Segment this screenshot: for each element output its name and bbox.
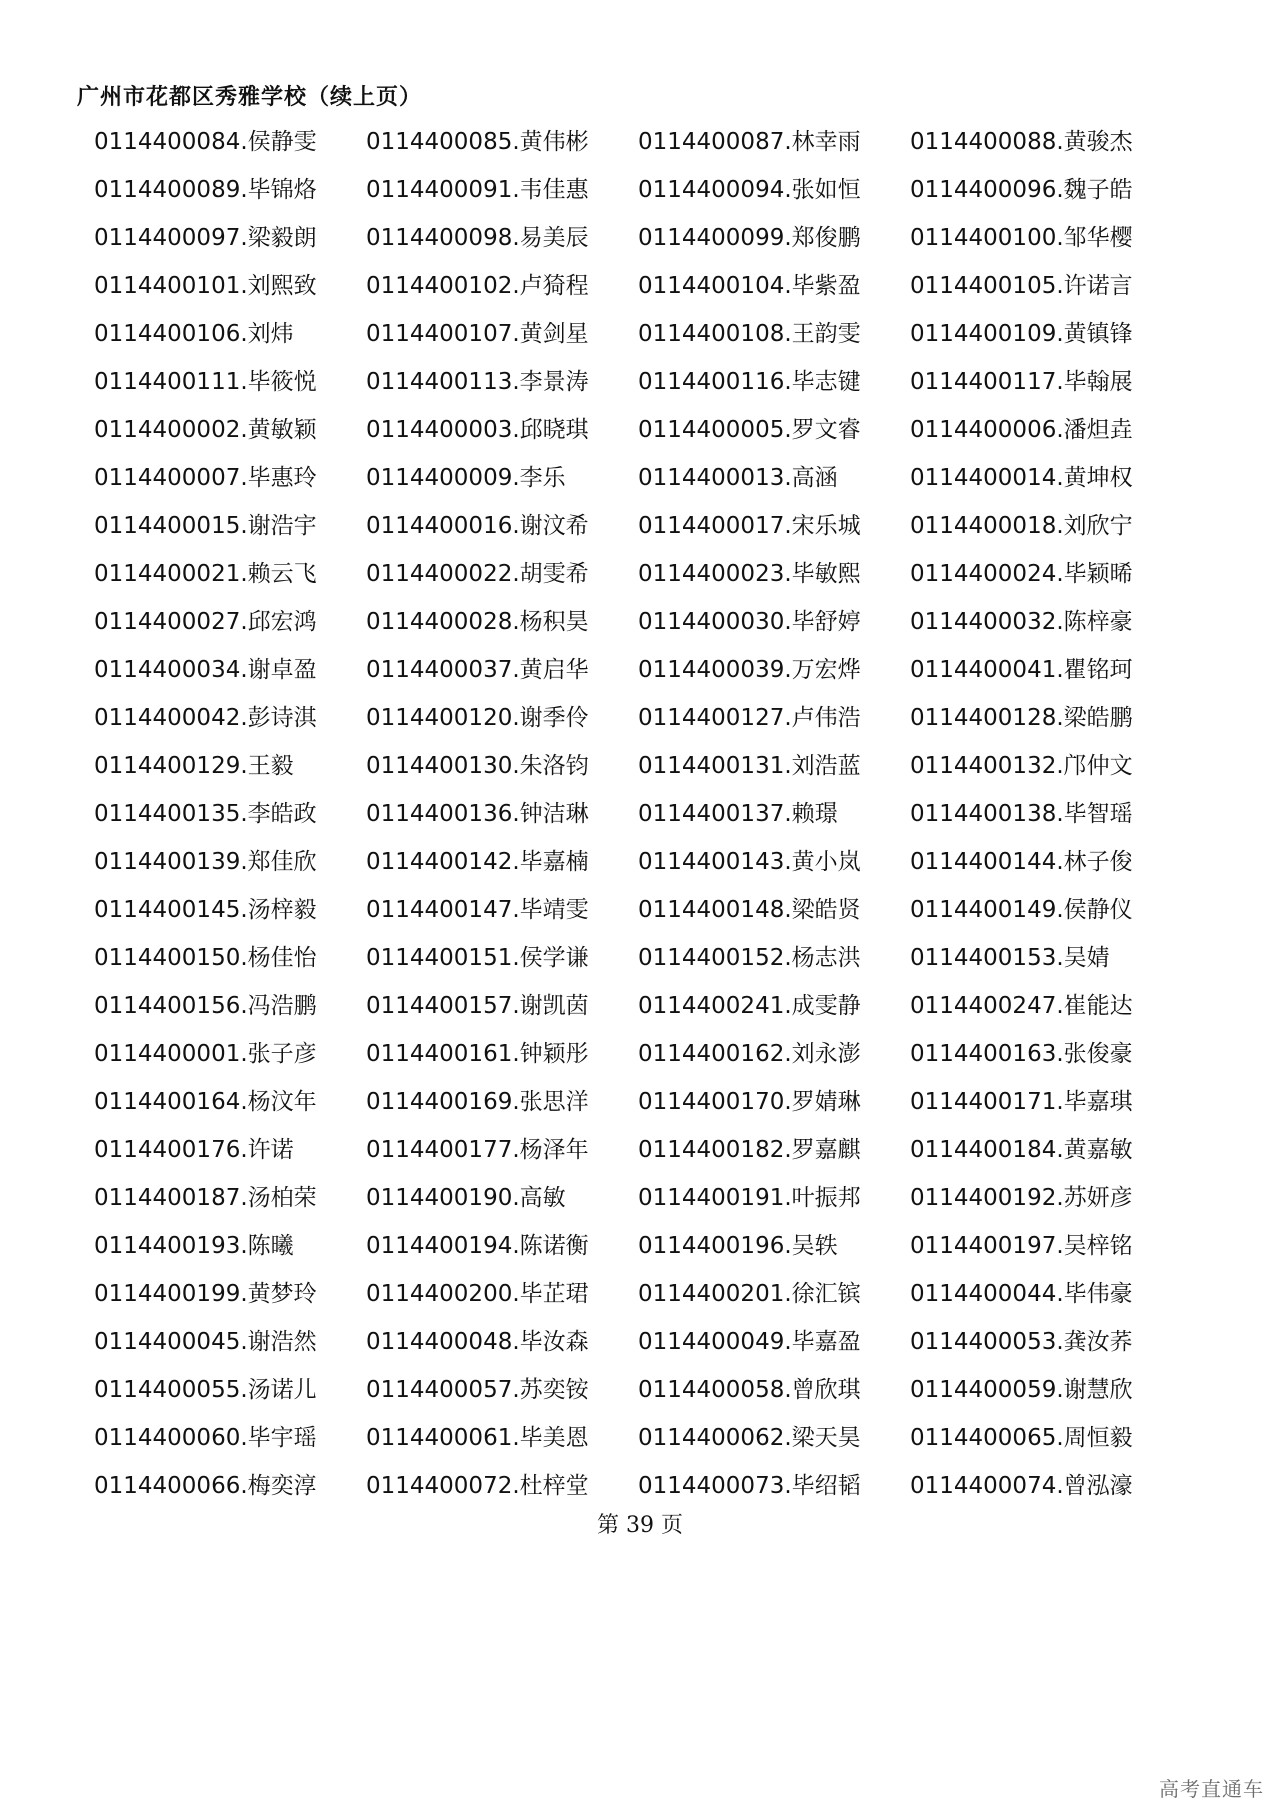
student-entry: 0114400030.毕舒婷 <box>638 609 861 635</box>
student-entry: 0114400132.邝仲文 <box>910 753 1133 779</box>
student-entry: 0114400162.刘永澎 <box>638 1041 861 1067</box>
student-entry: 0114400005.罗文睿 <box>638 417 861 443</box>
roster-row <box>94 1318 1214 1366</box>
student-entry: 0114400108.王韵雯 <box>638 321 861 347</box>
student-entry: 0114400032.陈梓豪 <box>910 609 1133 635</box>
student-entry: 0114400013.高涵 <box>638 465 838 491</box>
student-entry: 0114400072.杜梓堂 <box>366 1473 589 1499</box>
roster-row <box>94 1270 1214 1318</box>
student-entry: 0114400089.毕锦烙 <box>94 177 317 203</box>
student-entry: 0114400117.毕翰展 <box>910 369 1133 395</box>
roster-row <box>94 166 1214 214</box>
student-entry: 0114400104.毕紫盈 <box>638 273 861 299</box>
student-entry: 0114400184.黄嘉敏 <box>910 1137 1133 1163</box>
student-entry: 0114400057.苏奕铵 <box>366 1377 589 1403</box>
roster-row <box>94 790 1214 838</box>
student-entry: 0114400099.郑俊鹏 <box>638 225 861 251</box>
student-entry: 0114400048.毕汝森 <box>366 1329 589 1355</box>
student-entry: 0114400187.汤柏荣 <box>94 1185 317 1211</box>
student-entry: 0114400241.成雯静 <box>638 993 861 1019</box>
student-entry: 0114400135.李皓政 <box>94 801 317 827</box>
student-entry: 0114400151.侯学谦 <box>366 945 589 971</box>
student-entry: 0114400034.谢卓盈 <box>94 657 317 683</box>
student-entry: 0114400107.黄剑星 <box>366 321 589 347</box>
student-roster <box>94 118 1214 1510</box>
student-entry: 0114400061.毕美恩 <box>366 1425 589 1451</box>
roster-row <box>94 886 1214 934</box>
student-entry: 0114400109.黄镇锋 <box>910 321 1133 347</box>
page-heading: 广州市花都区秀雅学校（续上页） <box>77 85 423 110</box>
student-entry: 0114400137.赖璟 <box>638 801 838 827</box>
student-entry: 0114400100.邹华樱 <box>910 225 1133 251</box>
student-entry: 0114400024.毕颖晞 <box>910 561 1133 587</box>
student-entry: 0114400003.邱晓琪 <box>366 417 589 443</box>
student-entry: 0114400001.张子彦 <box>94 1041 317 1067</box>
student-entry: 0114400142.毕嘉楠 <box>366 849 589 875</box>
roster-row <box>94 694 1214 742</box>
student-entry: 0114400191.叶振邦 <box>638 1185 861 1211</box>
student-entry: 0114400163.张俊豪 <box>910 1041 1133 1067</box>
student-entry: 0114400177.杨泽年 <box>366 1137 589 1163</box>
student-entry: 0114400087.林幸雨 <box>638 129 861 155</box>
student-entry: 0114400006.潘炟垚 <box>910 417 1133 443</box>
student-entry: 0114400139.郑佳欣 <box>94 849 317 875</box>
student-entry: 0114400085.黄伟彬 <box>366 129 589 155</box>
student-entry: 0114400150.杨佳怡 <box>94 945 317 971</box>
student-entry: 0114400138.毕智瑶 <box>910 801 1133 827</box>
student-entry: 0114400171.毕嘉琪 <box>910 1089 1133 1115</box>
student-entry: 0114400161.钟颖彤 <box>366 1041 589 1067</box>
student-entry: 0114400065.周恒毅 <box>910 1425 1133 1451</box>
student-entry: 0114400131.刘浩蓝 <box>638 753 861 779</box>
student-entry: 0114400062.梁天昊 <box>638 1425 861 1451</box>
student-entry: 0114400049.毕嘉盈 <box>638 1329 861 1355</box>
student-entry: 0114400060.毕宇瑶 <box>94 1425 317 1451</box>
student-entry: 0114400023.毕敏熙 <box>638 561 861 587</box>
roster-row <box>94 1030 1214 1078</box>
student-entry: 0114400021.赖云飞 <box>94 561 317 587</box>
roster-row <box>94 310 1214 358</box>
student-entry: 0114400053.龚汝荞 <box>910 1329 1133 1355</box>
student-entry: 0114400098.易美辰 <box>366 225 589 251</box>
roster-row <box>94 214 1214 262</box>
student-entry: 0114400196.吴轶 <box>638 1233 838 1259</box>
student-entry: 0114400016.谢汶希 <box>366 513 589 539</box>
student-entry: 0114400059.谢慧欣 <box>910 1377 1133 1403</box>
student-entry: 0114400074.曾泓濠 <box>910 1473 1133 1499</box>
student-entry: 0114400002.黄敏颖 <box>94 417 317 443</box>
student-entry: 0114400176.许诺 <box>94 1137 294 1163</box>
student-entry: 0114400247.崔能达 <box>910 993 1133 1019</box>
student-entry: 0114400039.万宏烨 <box>638 657 861 683</box>
student-entry: 0114400190.高敏 <box>366 1185 566 1211</box>
student-entry: 0114400199.黄梦玲 <box>94 1281 317 1307</box>
roster-row <box>94 118 1214 166</box>
roster-row <box>94 982 1214 1030</box>
roster-row <box>94 1222 1214 1270</box>
student-entry: 0114400018.刘欣宁 <box>910 513 1133 539</box>
student-entry: 0114400088.黄骏杰 <box>910 129 1133 155</box>
roster-row <box>94 550 1214 598</box>
roster-row <box>94 1126 1214 1174</box>
student-entry: 0114400009.李乐 <box>366 465 566 491</box>
roster-row <box>94 406 1214 454</box>
student-entry: 0114400084.侯静雯 <box>94 129 317 155</box>
student-entry: 0114400027.邱宏鸿 <box>94 609 317 635</box>
roster-row <box>94 454 1214 502</box>
student-entry: 0114400149.侯静仪 <box>910 897 1133 923</box>
student-entry: 0114400028.杨积昊 <box>366 609 589 635</box>
student-entry: 0114400055.汤诺儿 <box>94 1377 317 1403</box>
student-entry: 0114400041.瞿铭珂 <box>910 657 1133 683</box>
student-entry: 0114400130.朱洛钧 <box>366 753 589 779</box>
student-entry: 0114400120.谢季伶 <box>366 705 589 731</box>
student-entry: 0114400200.毕芷珺 <box>366 1281 589 1307</box>
roster-row <box>94 262 1214 310</box>
student-entry: 0114400058.曾欣琪 <box>638 1377 861 1403</box>
student-entry: 0114400169.张思洋 <box>366 1089 589 1115</box>
student-entry: 0114400014.黄坤权 <box>910 465 1133 491</box>
student-entry: 0114400101.刘熙致 <box>94 273 317 299</box>
student-entry: 0114400037.黄启华 <box>366 657 589 683</box>
student-entry: 0114400111.毕筱悦 <box>94 369 317 395</box>
roster-row <box>94 358 1214 406</box>
student-entry: 0114400096.魏子皓 <box>910 177 1133 203</box>
student-entry: 0114400007.毕惠玲 <box>94 465 317 491</box>
student-entry: 0114400017.宋乐城 <box>638 513 861 539</box>
student-entry: 0114400094.张如恒 <box>638 177 861 203</box>
roster-row <box>94 598 1214 646</box>
student-entry: 0114400097.梁毅朗 <box>94 225 317 251</box>
student-entry: 0114400045.谢浩然 <box>94 1329 317 1355</box>
roster-row <box>94 838 1214 886</box>
student-entry: 0114400128.梁皓鹏 <box>910 705 1133 731</box>
student-entry: 0114400197.吴梓铭 <box>910 1233 1133 1259</box>
student-entry: 0114400170.罗婧琳 <box>638 1089 861 1115</box>
student-entry: 0114400015.谢浩宇 <box>94 513 317 539</box>
watermark: 高考直通车 <box>1159 1777 1264 1801</box>
student-entry: 0114400102.卢猗程 <box>366 273 589 299</box>
student-entry: 0114400116.毕志键 <box>638 369 861 395</box>
roster-row <box>94 1414 1214 1462</box>
student-entry: 0114400145.汤梓毅 <box>94 897 317 923</box>
student-entry: 0114400073.毕绍韬 <box>638 1473 861 1499</box>
student-entry: 0114400066.梅奕淳 <box>94 1473 317 1499</box>
page-number: 第 39 页 <box>597 1513 683 1538</box>
roster-row <box>94 1174 1214 1222</box>
student-entry: 0114400157.谢凯茵 <box>366 993 589 1019</box>
student-entry: 0114400201.徐汇镔 <box>638 1281 861 1307</box>
student-entry: 0114400152.杨志洪 <box>638 945 861 971</box>
student-entry: 0114400194.陈诺衡 <box>366 1233 589 1259</box>
student-entry: 0114400143.黄小岚 <box>638 849 861 875</box>
student-entry: 0114400153.吴婧 <box>910 945 1110 971</box>
roster-row <box>94 1078 1214 1126</box>
student-entry: 0114400182.罗嘉麒 <box>638 1137 861 1163</box>
roster-row <box>94 646 1214 694</box>
student-entry: 0114400105.许诺言 <box>910 273 1133 299</box>
student-entry: 0114400022.胡雯希 <box>366 561 589 587</box>
student-entry: 0114400144.林子俊 <box>910 849 1133 875</box>
student-entry: 0114400192.苏妍彦 <box>910 1185 1133 1211</box>
student-entry: 0114400193.陈曦 <box>94 1233 294 1259</box>
roster-row <box>94 742 1214 790</box>
student-entry: 0114400127.卢伟浩 <box>638 705 861 731</box>
student-entry: 0114400106.刘炜 <box>94 321 294 347</box>
roster-row <box>94 1462 1214 1510</box>
student-entry: 0114400113.李景涛 <box>366 369 589 395</box>
roster-row <box>94 502 1214 550</box>
student-entry: 0114400042.彭诗淇 <box>94 705 317 731</box>
roster-row <box>94 934 1214 982</box>
student-entry: 0114400129.王毅 <box>94 753 294 779</box>
student-entry: 0114400136.钟洁琳 <box>366 801 589 827</box>
student-entry: 0114400091.韦佳惠 <box>366 177 589 203</box>
student-entry: 0114400148.梁皓贤 <box>638 897 861 923</box>
student-entry: 0114400147.毕靖雯 <box>366 897 589 923</box>
student-entry: 0114400164.杨汶年 <box>94 1089 317 1115</box>
student-entry: 0114400156.冯浩鹏 <box>94 993 317 1019</box>
roster-row <box>94 1366 1214 1414</box>
student-entry: 0114400044.毕伟豪 <box>910 1281 1133 1307</box>
